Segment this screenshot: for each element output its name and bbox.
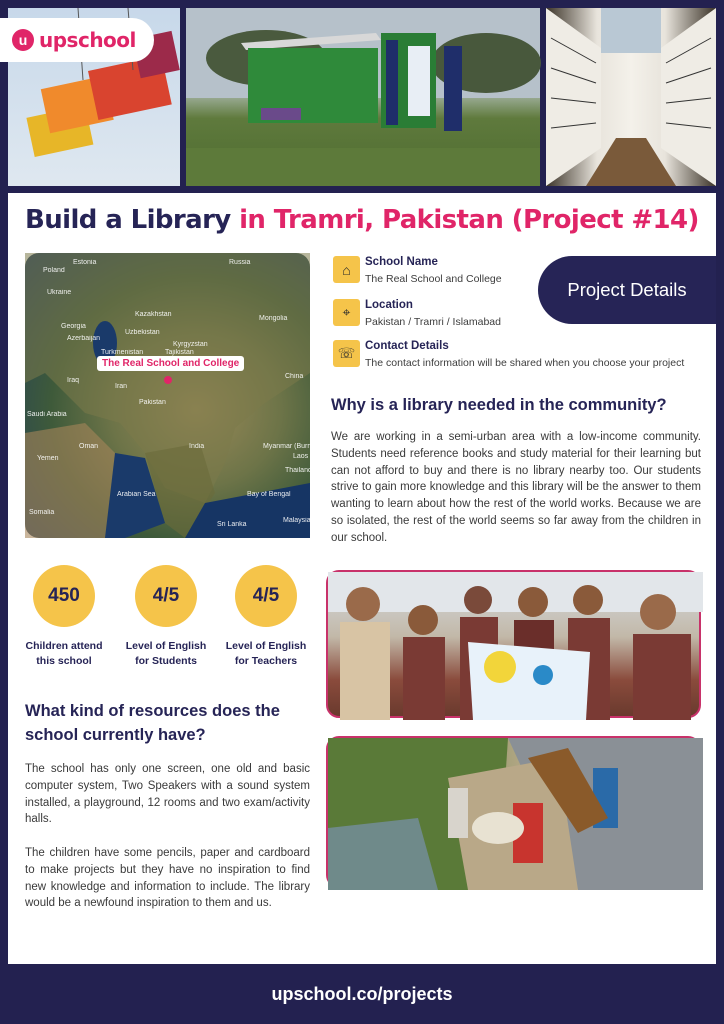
info-value: The Real School and College xyxy=(365,273,502,285)
stat-value: 4/5 xyxy=(235,565,297,627)
map-label: Estonia xyxy=(73,259,97,266)
stat-label-line: Children attend xyxy=(25,640,103,652)
map-label: Iran xyxy=(115,383,128,390)
map-pin-icon xyxy=(164,376,172,384)
stat-label-line: Level of English xyxy=(225,640,307,652)
map-label: Tajikistan xyxy=(165,349,194,356)
info-value: The contact information will be shared when you choose your project xyxy=(365,357,685,369)
map-label: China xyxy=(285,373,304,380)
info-title: Location xyxy=(365,299,413,311)
location-icon: ⌖ xyxy=(333,299,360,326)
map-label: Malaysia xyxy=(283,517,311,524)
contact-icon: ☏ xyxy=(333,340,360,367)
stat-label-line: for Students xyxy=(135,655,197,667)
map-label: Sri Lanka xyxy=(217,521,247,528)
logo-mark: u xyxy=(12,29,34,51)
map-label: Oman xyxy=(79,443,99,450)
photo-banner xyxy=(0,0,724,193)
map-label: India xyxy=(189,443,205,450)
map-label: Laos xyxy=(293,453,309,460)
map-pin-label: The Real School and College xyxy=(97,356,244,371)
map-label: Azerbaijan xyxy=(67,335,101,342)
map-label: Georgia xyxy=(61,323,86,330)
map-label: Mongolia xyxy=(259,315,288,322)
stat-english-teachers xyxy=(216,565,316,669)
students-photo xyxy=(326,570,701,718)
stat-english-students xyxy=(116,565,216,669)
info-contact xyxy=(333,340,713,372)
map-label: Myanmar (Burma) xyxy=(263,443,320,450)
resources-heading xyxy=(25,699,315,747)
container-library-photo xyxy=(186,8,540,186)
stat-label-line: for Teachers xyxy=(234,655,298,667)
children-playing-photo xyxy=(326,736,701,888)
map-label: Ukraine xyxy=(47,289,72,296)
resources-heading-line: school currently have? xyxy=(25,726,206,744)
title-highlight: in Tramri, Pakistan (Project #14) xyxy=(239,205,699,235)
resources-heading-line: What kind of resources does the xyxy=(25,702,280,720)
upschool-logo[interactable] xyxy=(0,18,154,62)
main-content xyxy=(8,193,716,964)
map-label: Somalia xyxy=(29,509,55,516)
location-map[interactable] xyxy=(25,253,320,538)
stat-value: 4/5 xyxy=(135,565,197,627)
footer-url[interactable]: upschool.co/projects xyxy=(271,983,453,1004)
map-label: Russia xyxy=(229,259,251,266)
info-value: Pakistan / Tramri / Islamabad xyxy=(365,316,501,328)
map-label: Arabian Sea xyxy=(117,491,156,498)
map-label: Iraq xyxy=(67,377,80,384)
resources-para-2: The children have some pencils, paper and cardboard to make projects but they have no inspiration to find new knowledge and information to include. The library would be a newfound inspiration to them and us. xyxy=(25,847,310,910)
logo-text: upschool xyxy=(39,28,136,52)
map-label: Poland xyxy=(43,267,65,274)
map-label: Kazakhstan xyxy=(135,311,172,318)
page-title xyxy=(25,205,699,235)
stat-label-line: Level of English xyxy=(125,640,207,652)
info-title: Contact Details xyxy=(365,340,449,352)
project-details-badge[interactable]: Project Details xyxy=(538,256,716,324)
resources-para-1: The school has only one screen, one old and basic computer system, Two Speakers with a sound system installed, a playground, 12 rooms and two exam/activity halls. xyxy=(25,763,310,826)
why-heading: Why is a library needed in the community? xyxy=(331,396,667,414)
map-label: Saudi Arabia xyxy=(27,411,67,418)
title-main: Build a Library xyxy=(25,205,240,235)
stat-children xyxy=(14,565,114,669)
stat-label-line: this school xyxy=(36,655,92,667)
why-text: We are working in a semi-urban area with a low-income community. Students need reference books and study material for their learning but can not afford to buy and there is no library nearby too. Our students strive to gain more knowledge and this library will be the answer to them wanting to learn about how the rest of the world works. Because we are so isolated, the rest of the world seems so far away from the children in our school. xyxy=(331,431,701,544)
map-label: Turkmenistan xyxy=(101,349,144,356)
map-label: Bay of Bengal xyxy=(247,491,291,498)
map-label: Yemen xyxy=(37,455,59,462)
library-interior-photo xyxy=(546,8,716,186)
map-label: Uzbekistan xyxy=(125,329,160,336)
info-title: School Name xyxy=(365,256,438,268)
stat-label xyxy=(116,639,216,669)
stat-label xyxy=(216,639,316,669)
map-label: Kyrgyzstan xyxy=(173,341,208,348)
map-label: Pakistan xyxy=(139,399,166,406)
map-label: Thailand xyxy=(285,467,312,474)
stat-label xyxy=(14,639,114,669)
school-icon: ⌂ xyxy=(333,256,360,283)
stat-value: 450 xyxy=(33,565,95,627)
